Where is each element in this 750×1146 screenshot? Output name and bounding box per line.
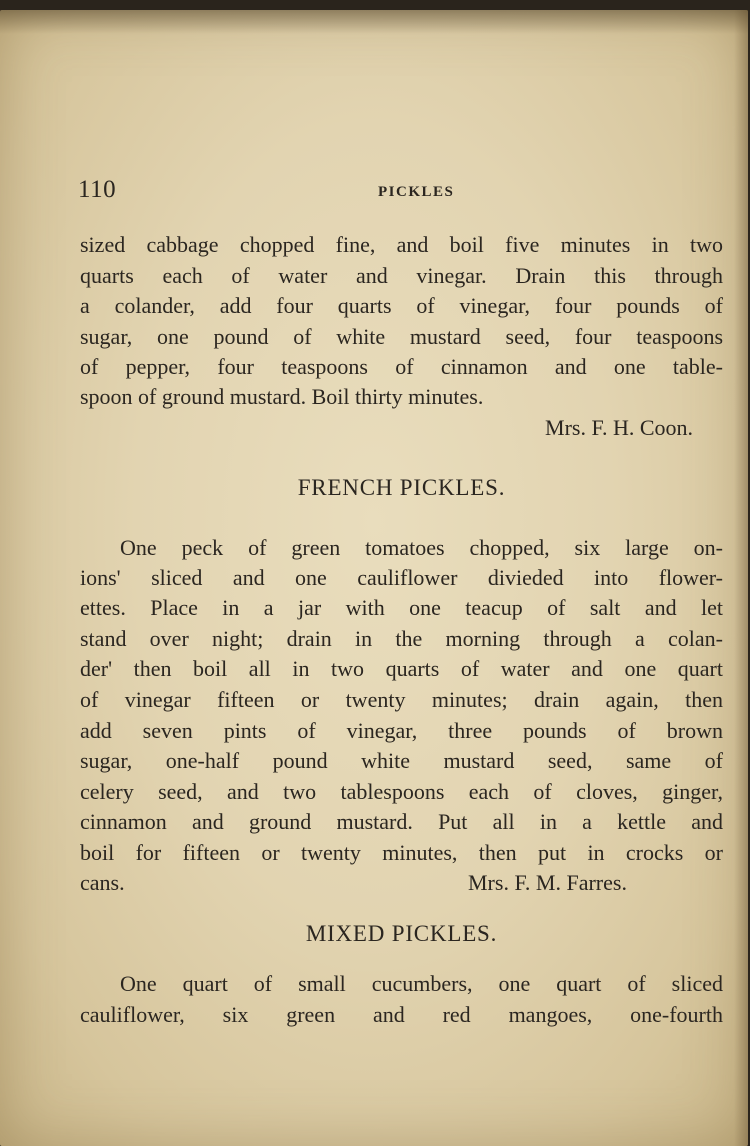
- paragraph-line: boil for fifteen or twenty minutes, then put in crocks or: [80, 840, 723, 865]
- paragraph-line: stand over night; drain in the morning through a colan-: [80, 626, 723, 651]
- paragraph-line: spoon of ground mustard. Boil thirty minutes.: [80, 384, 484, 409]
- recipe-signature: Mrs. F. M. Farres.: [468, 870, 627, 895]
- paragraph-line: of vinegar fifteen or twenty minutes; drain again, then: [80, 687, 723, 712]
- paragraph-line: of pepper, four teaspoons of cinnamon and one table-: [80, 354, 723, 379]
- paragraph-line: cauliflower, six green and red mangoes, one-fourth: [80, 1002, 723, 1027]
- paragraph-line: cans.: [80, 870, 125, 895]
- page-top-shadow: [0, 10, 748, 34]
- paragraph-line: sugar, one-half pound white mustard seed, same of: [80, 748, 723, 773]
- page-number: 110: [78, 176, 117, 203]
- recipe-heading: FRENCH PICKLES.: [297, 475, 506, 500]
- recipe-signature: Mrs. F. H. Coon.: [545, 415, 693, 440]
- paragraph-line: ettes. Place in a jar with one teacup of salt and let: [80, 595, 723, 620]
- paragraph-line: cinnamon and ground mustard. Put all in a kettle and: [80, 809, 723, 834]
- running-head: PICKLES: [378, 184, 455, 200]
- paragraph-line: quarts each of water and vinegar. Drain this through: [80, 263, 723, 288]
- page-header: [78, 166, 718, 206]
- paragraph-line: ions' sliced and one cauliflower divieded into flower-: [80, 565, 723, 590]
- paragraph-line: der' then boil all in two quarts of water and one quart: [80, 656, 723, 681]
- paragraph-line: One peck of green tomatoes chopped, six large on-: [120, 535, 723, 560]
- paragraph-line: sugar, one pound of white mustard seed, four teaspoons: [80, 324, 723, 349]
- paragraph-line: celery seed, and two tablespoons each of cloves, ginger,: [80, 779, 723, 804]
- paragraph-line: add seven pints of vinegar, three pounds of brown: [80, 718, 723, 743]
- recipe-heading: MIXED PICKLES.: [305, 921, 498, 946]
- paragraph-line: One quart of small cucumbers, one quart of sliced: [120, 971, 723, 996]
- paragraph-line: sized cabbage chopped fine, and boil five minutes in two: [80, 232, 723, 257]
- paragraph-line: a colander, add four quarts of vinegar, four pounds of: [80, 293, 723, 318]
- page-edge-shadow: [734, 10, 748, 1146]
